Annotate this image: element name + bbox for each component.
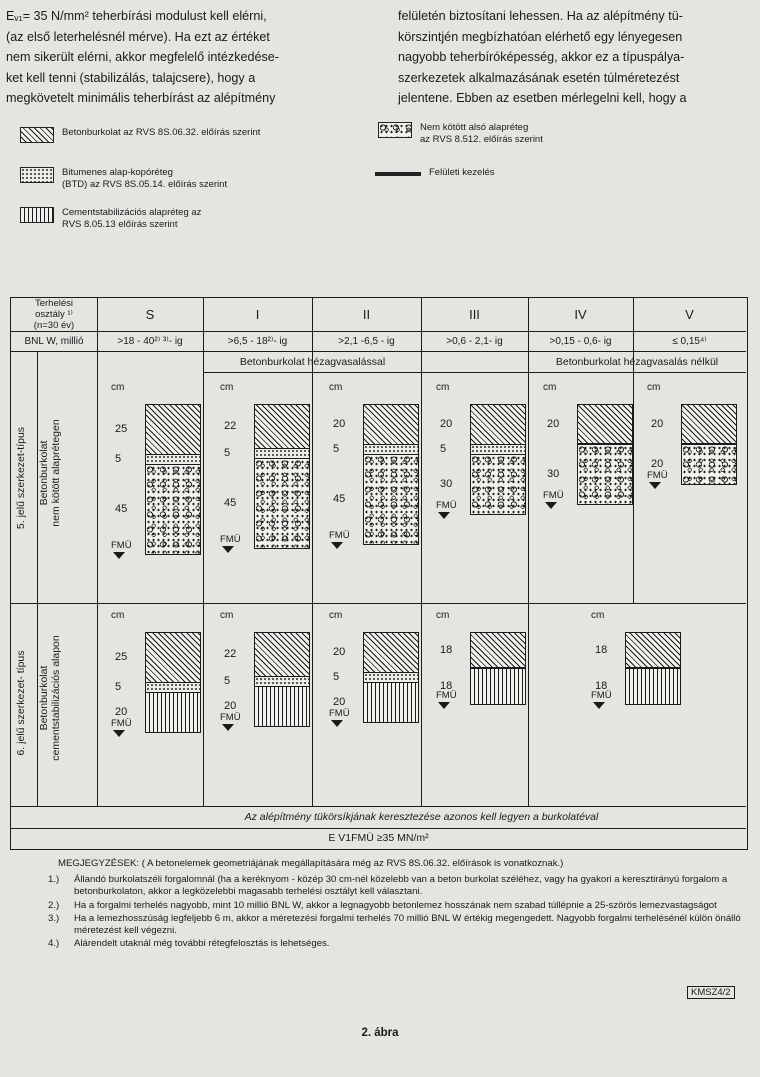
layer-thickness: 18: [595, 644, 608, 656]
legend-label: Nem kötött alsó alapréteg az RVS 8.512. előírás szerint: [420, 122, 543, 145]
subgrade-label: FMÜ: [647, 470, 668, 481]
subgrade-triangle-icon: [331, 720, 343, 727]
class-header-0: S: [145, 307, 155, 322]
layer-thickness: 20: [651, 418, 664, 430]
intro-line: felületén biztosítani lehessen. Ha az alépítmény tü-: [398, 9, 683, 23]
type6-section-4: [591, 610, 691, 780]
layer-thickness: 18: [595, 680, 608, 692]
class-range-0: >18 - 40²⁾ ³⁾- ig: [117, 335, 183, 347]
type6-section-3: [436, 610, 536, 780]
layer-grav: [681, 444, 737, 485]
subgrade-label: FMÜ: [111, 718, 132, 729]
layer-thickness: 20: [651, 458, 664, 470]
note-item: [48, 938, 748, 950]
note-item: [48, 913, 748, 937]
type5-section-2: [329, 382, 429, 552]
subgrade-triangle-icon: [438, 702, 450, 709]
note-item: [48, 874, 748, 898]
legend-concrete: [20, 127, 260, 143]
legend-bitumen: [20, 167, 227, 191]
class-header-1: I: [255, 307, 260, 322]
intro-line: megkövetelt minimális teherbírást az alépítmény: [6, 91, 276, 105]
subgrade-triangle-icon: [113, 730, 125, 737]
layer-thickness: 30: [547, 468, 560, 480]
group-with-dowels: Betonburkolat hézagvasalással: [239, 355, 386, 368]
type6-section-2: [329, 610, 429, 780]
layer-thickness: 5: [440, 443, 447, 455]
class-range-2: >2,1 -6,5 - ig: [338, 335, 395, 347]
header-load-class: Terhelési osztály ¹⁾ (n=30 év): [33, 298, 75, 331]
layer-vert: [363, 682, 419, 723]
layer-thickness: 45: [224, 497, 237, 509]
layer-thickness: 20: [333, 696, 346, 708]
layer-hatch: [254, 632, 310, 677]
class-header-4: IV: [574, 307, 587, 322]
unit-label: cm: [220, 382, 234, 393]
class-range-4: >0,15 - 0,6- ig: [549, 335, 612, 347]
note-number: 3.): [48, 912, 60, 924]
intro-line: körszintjén megbízhatóan elérhető egy lényegesen: [398, 29, 683, 44]
layer-thickness: 45: [333, 493, 346, 505]
subgrade-label: FMÜ: [436, 500, 457, 511]
layer-vert: [254, 686, 310, 727]
legend-label: Cementstabilizációs alapréteg az RVS 8.05.13 előírás szerint: [62, 207, 202, 230]
layer-vert: [625, 668, 681, 705]
layer-thickness: 20: [440, 418, 453, 430]
dots-swatch-icon: [20, 167, 54, 183]
layer-thickness: 5: [333, 671, 340, 683]
unit-label: cm: [220, 610, 234, 621]
note-number: 1.): [48, 874, 60, 886]
layer-hatch: [681, 404, 737, 445]
layer-grav: [577, 444, 633, 505]
type6-section-0: [111, 610, 211, 780]
layer-thickness: 30: [440, 478, 453, 490]
subgrade-triangle-icon: [438, 512, 450, 519]
intro-line: nagyobb teherbíróképesség, akkor ez a típuspálya-: [398, 50, 685, 64]
layer-thickness: 20: [333, 418, 346, 430]
intro-line: nem sikerült elérni, akkor megfelelő intézkedése-: [6, 50, 279, 64]
layer-vert: [470, 668, 526, 705]
legend-label: Bitumenes alap-kopóréteg (BTD) az RVS 8S.05.14. előírás szerint: [62, 167, 228, 190]
subgrade-label: FMÜ: [436, 690, 457, 701]
note-number: 4.): [48, 938, 60, 950]
subgrade-triangle-icon: [545, 502, 557, 509]
type6-label: 6. jelű szerkezet- típus: [15, 650, 27, 756]
intro-line: jelentene. Ebben az esetben mérlegelni kell, hogy a: [398, 91, 687, 105]
type5-section-5: [647, 382, 747, 552]
subgrade-label: FMÜ: [111, 540, 132, 551]
layer-thickness: 22: [224, 420, 237, 432]
hatch-swatch-icon: [20, 127, 54, 143]
legend-label: Betonburkolat az RVS 8S.06.32. előírás szerint: [62, 127, 261, 138]
legend: [0, 122, 760, 242]
unit-label: cm: [543, 382, 557, 393]
figure-caption: 2. ábra: [361, 1027, 399, 1039]
header-bnl: BNL W, millió: [24, 335, 84, 347]
class-range-5: ≤ 0,15⁴⁾: [672, 335, 707, 347]
layer-thickness: 25: [115, 651, 128, 663]
layer-vert: [145, 692, 201, 733]
unit-label: cm: [329, 382, 343, 393]
unit-label: cm: [329, 610, 343, 621]
intro-line: Eᵥ₁= 35 N/mm² teherbírási modulust kell elérni,: [6, 9, 267, 23]
note-number: 2.): [48, 899, 60, 911]
layer-thickness: 25: [115, 423, 128, 435]
class-header-2: II: [362, 307, 371, 322]
intro-line: (az első leterhelésnél mérve). Ha ezt az értéket: [6, 29, 270, 44]
note-item: [48, 900, 748, 912]
unit-label: cm: [111, 382, 125, 393]
subgrade-label: FMÜ: [591, 690, 612, 701]
layer-thickness: 20: [115, 706, 128, 718]
class-header-5: V: [685, 307, 694, 322]
subgrade-label: FMÜ: [220, 712, 241, 723]
legend-gravel: [378, 122, 543, 146]
note-text: Ha a lemezhosszúság legfeljebb 6 m, akkor a méretezési forgalmi terhelés 70 millió BNL W értékig megengedett. Nagyobb forgalmi terhelésénél külön önálló méretezést kell végezni.: [74, 912, 741, 937]
class-header-3: III: [469, 307, 480, 322]
intro-line: ket kell tenni (stabilizálás, talajcsere), hogy a: [6, 70, 256, 85]
layer-grav: [145, 464, 201, 555]
layer-hatch: [363, 404, 419, 445]
layer-thickness: 18: [440, 680, 453, 692]
unit-label: cm: [436, 382, 450, 393]
footer-subgrade-note: Az alépítmény tükörsíkjának keresztezése azonos kell legyen a burkolatéval: [244, 811, 599, 823]
type5-section-1: [220, 382, 320, 552]
layer-grav: [363, 454, 419, 545]
subgrade-triangle-icon: [649, 482, 661, 489]
intro-line: szerkezetek alkalmazásának esetén túlméretezést: [398, 70, 680, 85]
vertical-swatch-icon: [20, 207, 54, 223]
layer-thickness: 20: [224, 700, 237, 712]
subgrade-triangle-icon: [593, 702, 605, 709]
legend-cement: [20, 207, 201, 231]
layer-hatch: [363, 632, 419, 673]
layer-grav: [470, 454, 526, 515]
layer-thickness: 5: [224, 447, 231, 459]
legend-surface: [375, 167, 494, 179]
footer-modulus: E V1FMÜ ≥35 MN/m²: [328, 832, 429, 844]
layer-hatch: [254, 404, 310, 449]
structure-table: [10, 297, 748, 850]
layer-thickness: 5: [115, 453, 122, 465]
class-range-1: >6,5 - 18²⁾- ig: [227, 335, 288, 347]
layer-hatch: [470, 632, 526, 669]
layer-hatch: [470, 404, 526, 445]
layer-thickness: 20: [547, 418, 560, 430]
layer-thickness: 20: [333, 646, 346, 658]
layer-hatch: [577, 404, 633, 445]
note-text: Alárendelt utaknál még további rétegfelosztás is lehetséges.: [74, 938, 330, 950]
layer-thickness: 5: [333, 443, 340, 455]
subgrade-label: FMÜ: [220, 534, 241, 545]
intro-left-column: [6, 6, 358, 109]
layer-hatch: [145, 632, 201, 683]
layer-thickness: 45: [115, 503, 128, 515]
layer-thickness: 5: [224, 675, 231, 687]
subgrade-triangle-icon: [222, 546, 234, 553]
subgrade-label: FMÜ: [329, 708, 350, 719]
notes-heading: MEGJEGYZÉSEK: ( A betonelemek geometriájának megállapítására még az RVS 8S.06.32. előírások is vonatkoznak.): [58, 858, 564, 869]
legend-label: Felületi kezelés: [429, 167, 495, 178]
type6-sub-label: Betonburkolat cementstabilizációs alapon: [38, 635, 62, 761]
type5-section-4: [543, 382, 643, 552]
layer-grav: [254, 458, 310, 549]
unit-label: cm: [436, 610, 450, 621]
subgrade-triangle-icon: [331, 542, 343, 549]
subgrade-label: FMÜ: [543, 490, 564, 501]
intro-right-column: [398, 6, 754, 109]
subgrade-triangle-icon: [113, 552, 125, 559]
note-text: Állandó burkolatszéli forgalomnál (ha a keréknyom - közép 30 cm-nél közelebb van a beton burkolat széléhez, vagy ha gyakori a keresztirányú forgalom a betonburkolaton, akkor a legközelebbi magasabb terhelési osztályt kell választani.: [74, 874, 728, 898]
layer-hatch: [625, 632, 681, 669]
subgrade-label: FMÜ: [329, 530, 350, 541]
layer-hatch: [145, 404, 201, 455]
type6-section-1: [220, 610, 320, 780]
layer-thickness: 22: [224, 648, 237, 660]
type5-label: 5. jelű szerkezet-típus: [15, 426, 27, 530]
unit-label: cm: [647, 382, 661, 393]
type5-section-3: [436, 382, 536, 552]
group-without-dowels: Betonburkolat hézagvasalás nélkül: [555, 355, 719, 368]
type5-sub-label: Betonburkolat nem kötött alaprétegen: [38, 419, 62, 527]
drawing-code: KMSZ4/2: [687, 986, 735, 999]
gravel-swatch-icon: [378, 122, 412, 138]
note-text: Ha a forgalmi terhelés nagyobb, mint 10 millió BNL W, akkor a legnagyobb betonlemez hosszának nem szabad túllépnie a 25-szörös lemezvastagságot: [74, 899, 717, 911]
subgrade-triangle-icon: [222, 724, 234, 731]
notes: [48, 858, 748, 951]
layer-thickness: 5: [115, 681, 122, 693]
unit-label: cm: [111, 610, 125, 621]
type5-section-0: [111, 382, 211, 552]
unit-label: cm: [591, 610, 605, 621]
layer-thickness: 18: [440, 644, 453, 656]
class-range-3: >0,6 - 2,1- ig: [446, 335, 503, 347]
surface-line-icon: [375, 172, 421, 176]
